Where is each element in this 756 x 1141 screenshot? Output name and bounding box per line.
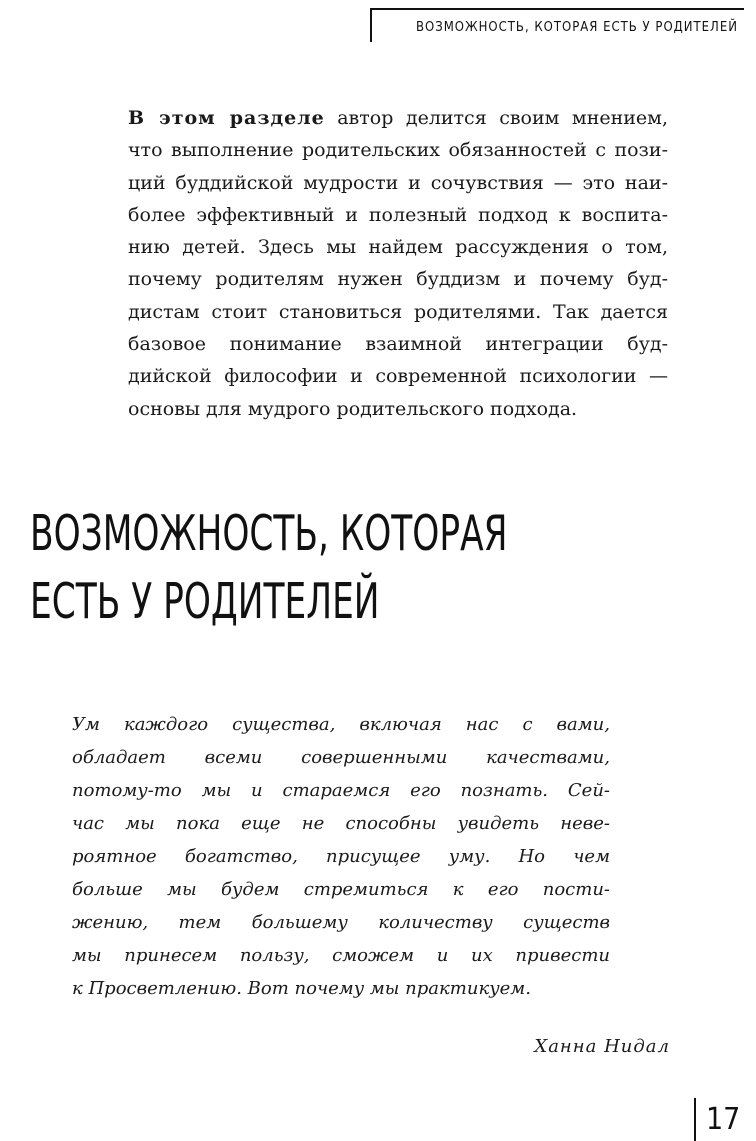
page-number: 17 — [694, 1098, 756, 1141]
intro-line: основы для мудрого родительского подхода. — [128, 397, 578, 420]
intro-line: дистам стоит становиться родителями. Так дается — [128, 300, 668, 323]
intro-line: более эффективный и полезный подход к воспита- — [128, 203, 668, 226]
epigraph-quote — [72, 708, 610, 1005]
intro-line-text: автор делится своим мнением, — [324, 107, 668, 129]
quote-line: обладает всеми совершенными качествами, — [72, 747, 610, 768]
quote-line: жению, тем большему количеству существ — [72, 912, 610, 933]
quote-line: потому-то мы и стараемся его познать. Сей- — [72, 780, 610, 801]
chapter-title-line-2: ЕСТЬ У РОДИТЕЛЕЙ — [30, 573, 380, 630]
quote-line: больше мы будем стремиться к его пости- — [72, 879, 610, 900]
running-header — [370, 8, 744, 42]
quote-line: Ум каждого существа, включая нас с вами, — [72, 714, 610, 735]
intro-line: ций буддийской мудрости и сочувствия — это наи- — [128, 171, 668, 194]
intro-paragraph — [128, 102, 668, 425]
intro-line: базовое понимание взаимной интеграции буд- — [128, 333, 668, 356]
intro-line: почему родителям нужен буддизм и почему буд- — [128, 268, 668, 291]
chapter-title — [30, 500, 508, 636]
quote-author: Ханна Нидал — [534, 1036, 670, 1057]
quote-line: мы принесем пользу, сможем и их привести — [72, 945, 610, 966]
intro-lead: В этом разделе — [128, 107, 325, 129]
running-header-text: ВОЗМОЖНОСТЬ, КОТОРАЯ ЕСТЬ У РОДИТЕЛЕЙ — [415, 20, 738, 35]
quote-line: к Просветлению. Вот почему мы практикуем. — [72, 978, 531, 999]
intro-line — [128, 102, 668, 134]
quote-line: час мы пока еще не способны увидеть неве- — [72, 813, 610, 834]
chapter-title-line-1: ВОЗМОЖНОСТЬ, КОТОРАЯ — [30, 505, 508, 562]
intro-line: дийской философии и современной психологии — — [128, 365, 668, 388]
quote-line: роятное богатство, присущее уму. Но чем — [72, 846, 610, 867]
intro-line: нию детей. Здесь мы найдем рассуждения о том, — [128, 236, 668, 259]
intro-line: что выполнение родительских обязанностей с пози- — [128, 139, 668, 162]
